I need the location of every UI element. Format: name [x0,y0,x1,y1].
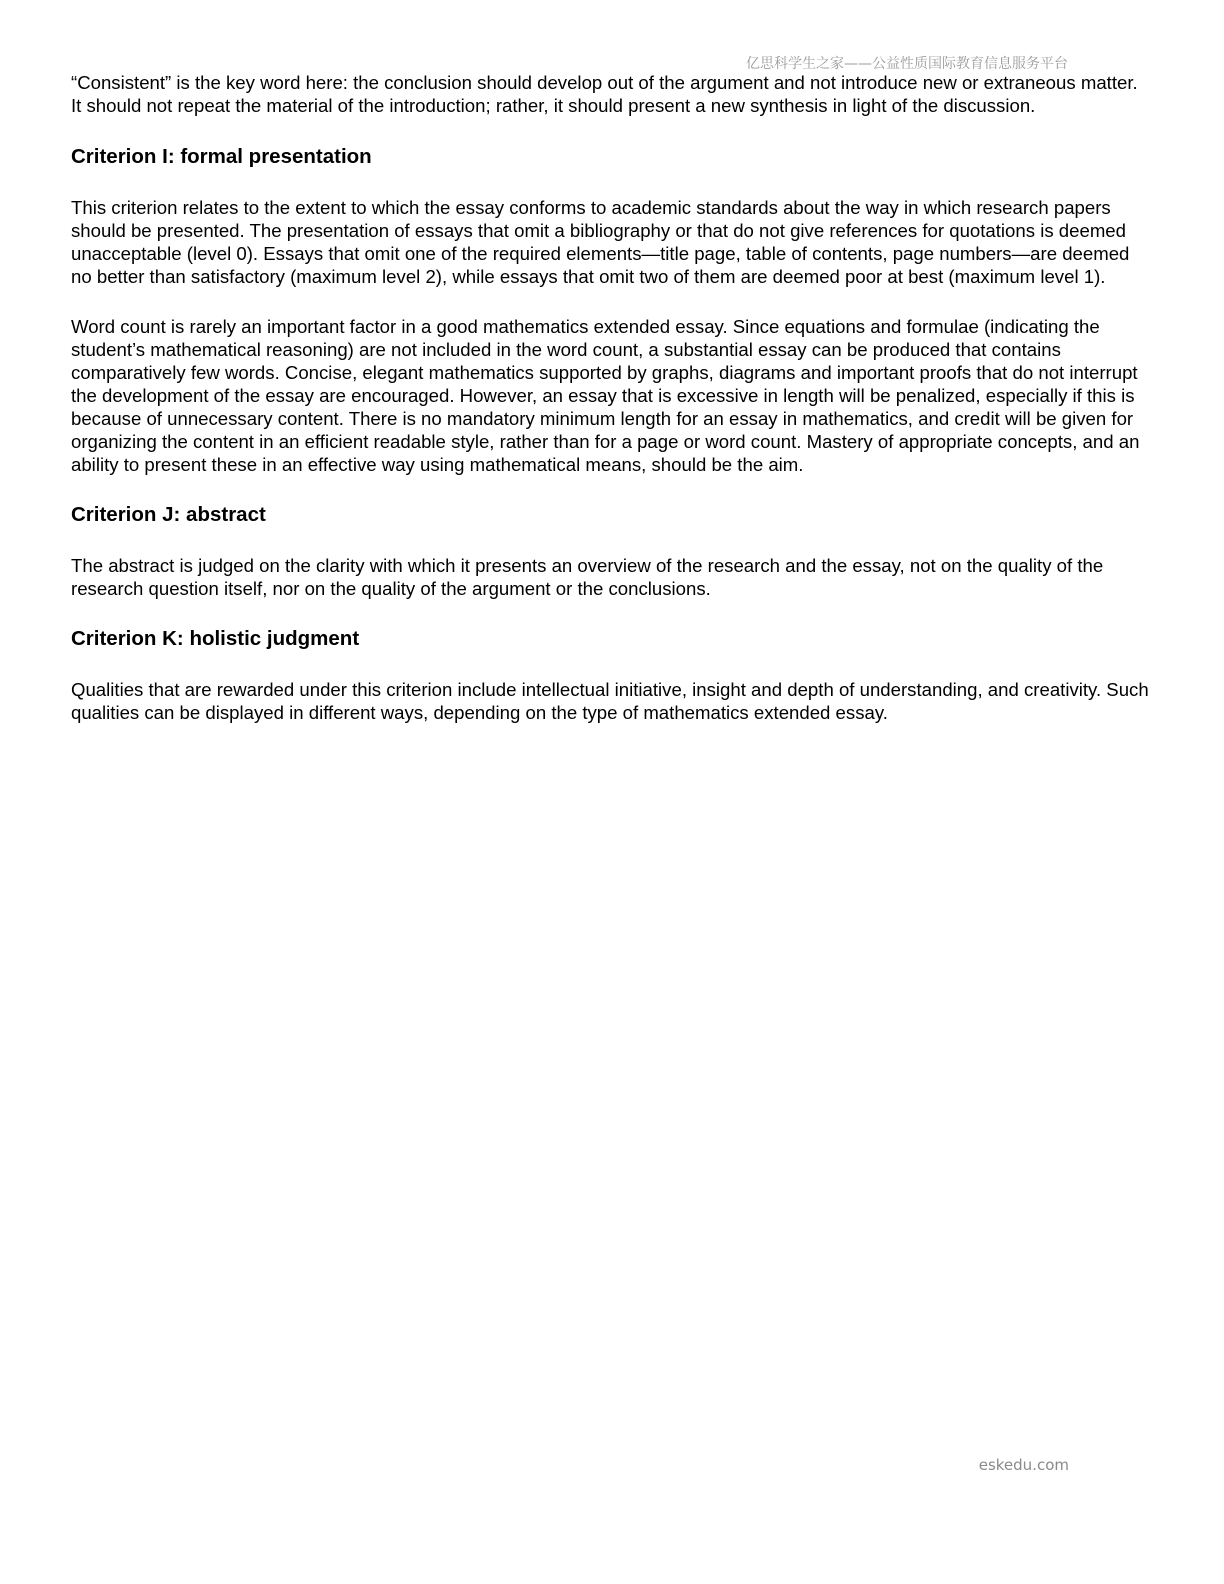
watermark-top-text: 亿思科学生之家——公益性质国际教育信息服务平台 [746,56,1068,72]
paragraph-word-count: Word count is rarely an important factor in a good mathematics extended essay. Since equations and formulae (indicating the student’s mathematical reasoning) are not included in the word count, a substantial essay can be produced that contains comparatively few words. Concise, elegant mathematics supported by graphs, diagrams and important proofs that do not interrupt the development of the essay are encouraged. However, an essay that is excessive in length will be penalized, especially if this is because of unnecessary content. There is no mandatory minimum length for an essay in mathematics, and credit will be given for organizing the content in an efficient readable style, rather than for a page or word count. Mastery of appropriate concepts, and an ability to present these in an effective way using mathematical means, should be the aim. [71,316,1140,475]
heading-criterion-k: Criterion K: holistic judgment [71,627,360,650]
heading-criterion-i: Criterion I: formal presentation [71,145,372,168]
paragraph-conclusion-consistency: “Consistent” is the key word here: the conclusion should develop out of the argument and not introduce new or extraneous matter. It should not repeat the material of the introduction; rather, it should present a new synthesis in light of the discussion. [71,72,1138,116]
watermark-bottom-text: eskedu.com [978,1456,1069,1474]
paragraph-formal-presentation: This criterion relates to the extent to which the essay conforms to academic standards about the way in which research papers should be presented. The presentation of essays that omit a bibliography or that do not give references for quotations is deemed unacceptable (level 0). Essays that omit one of the required elements—title page, table of contents, page numbers—are deemed no better than satisfactory (maximum level 2), while essays that omit two of them are deemed poor at best (maximum level 1). [71,197,1130,287]
document-body [71,71,1151,724]
heading-criterion-j: Criterion J: abstract [71,503,266,526]
paragraph-holistic-judgment: Qualities that are rewarded under this criterion include intellectual initiative, insight and depth of understanding, and creativity. Such qualities can be displayed in different ways, depending on the type of mathematics extended essay. [71,679,1149,723]
paragraph-abstract: The abstract is judged on the clarity with which it presents an overview of the research and the essay, not on the quality of the research question itself, nor on the quality of the argument or the conclusions. [71,555,1104,599]
